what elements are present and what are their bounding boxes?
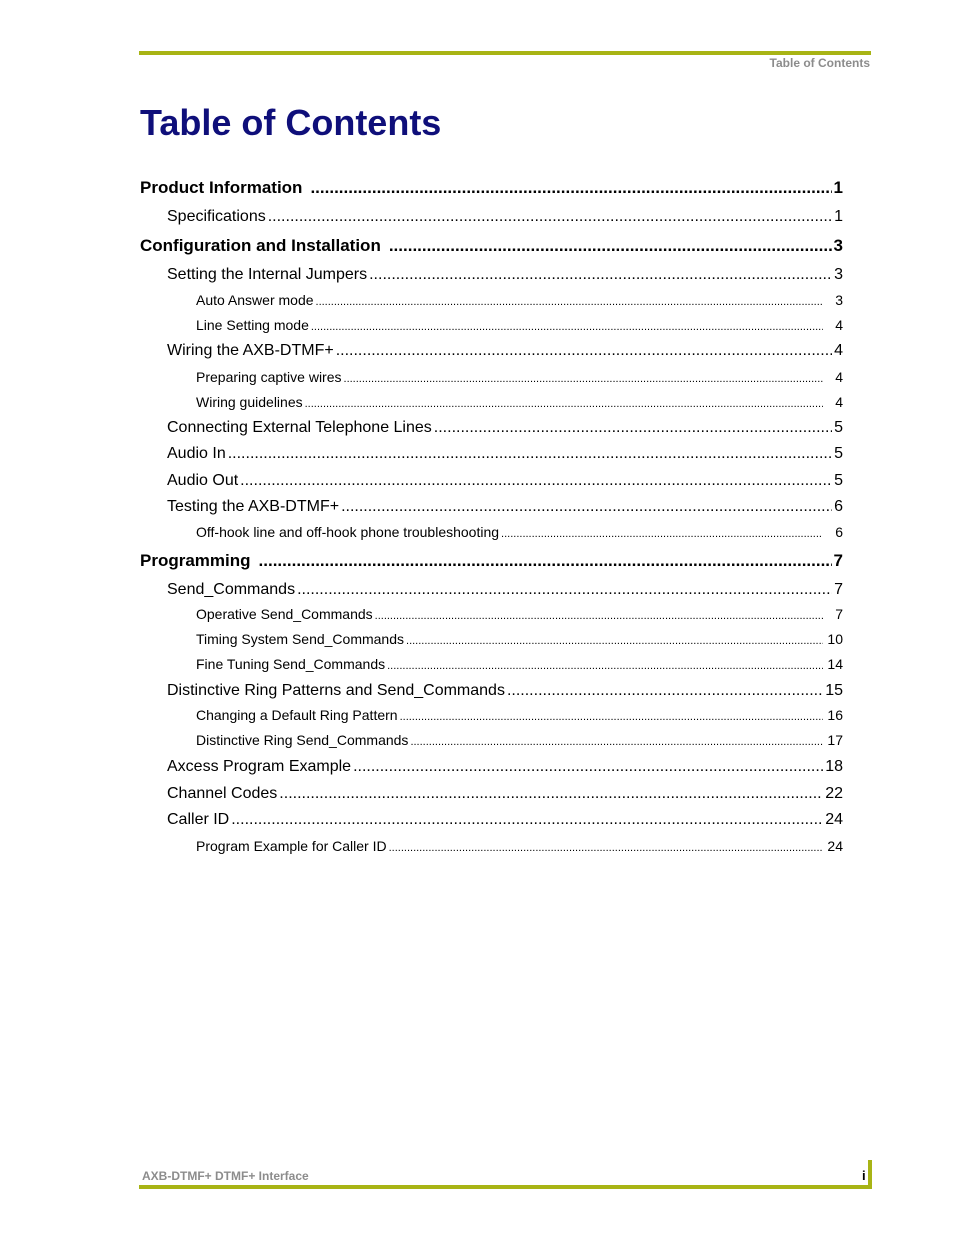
- toc-entry-page: 4: [835, 394, 843, 410]
- toc-entry-page: 1: [834, 208, 843, 225]
- header-rule: [139, 51, 871, 55]
- toc-entry-page: 7: [833, 551, 843, 570]
- footer-page-number: i: [862, 1168, 866, 1183]
- toc-entry-page: 7: [835, 606, 843, 622]
- toc-entry-title: Off-hook line and off-hook phone troubleshooting: [196, 524, 500, 540]
- toc-leader-dots: [410, 736, 823, 748]
- toc-entry[interactable]: [167, 208, 843, 226]
- toc-leader-dots: [389, 842, 823, 854]
- toc-entry-title: Auto Answer mode: [196, 292, 314, 308]
- toc-leader-dots: [353, 758, 823, 776]
- toc-entry-title: Program Example for Caller ID: [196, 838, 387, 854]
- running-header: Table of Contents: [769, 56, 870, 70]
- toc-leader-dots: [336, 342, 832, 360]
- toc-entry-page: 3: [833, 236, 843, 255]
- toc-entry[interactable]: [196, 369, 843, 385]
- toc-leader-dots: [369, 266, 832, 284]
- toc-entry-page: 14: [827, 656, 843, 672]
- toc-entry-title: Product Information: [140, 178, 303, 197]
- toc-entry-page: 6: [835, 524, 843, 540]
- toc-leader-dots: [305, 398, 823, 410]
- toc-entry-page: 16: [827, 707, 843, 723]
- toc-leader-dots: [501, 528, 823, 540]
- toc-entry[interactable]: [167, 342, 843, 360]
- toc-leader-dots: [400, 711, 823, 723]
- toc-entry-title: Programming: [140, 551, 251, 570]
- toc-entry[interactable]: [196, 732, 843, 748]
- toc-entry-page: 6: [834, 498, 843, 515]
- toc-entry-title: Changing a Default Ring Pattern: [196, 707, 398, 723]
- toc-leader-dots: [231, 811, 823, 829]
- toc-entry-title: Axcess Program Example: [167, 758, 352, 775]
- toc-leader-dots: [344, 373, 823, 385]
- toc-entry[interactable]: [196, 707, 843, 723]
- toc-leader-dots: [311, 321, 823, 333]
- toc-leader-dots: [375, 610, 823, 622]
- toc-entry-title: Fine Tuning Send_Commands: [196, 656, 386, 672]
- toc-entry-page: 18: [825, 758, 843, 775]
- toc-leader-dots: [297, 581, 832, 599]
- toc-entry-page: 3: [835, 292, 843, 308]
- toc-entry[interactable]: [167, 498, 843, 516]
- toc-entry-title: Audio Out: [167, 472, 239, 489]
- toc-leader-dots: [228, 445, 832, 463]
- toc-entry-title: Line Setting mode: [196, 317, 309, 333]
- toc-entry-page: 5: [834, 445, 843, 462]
- toc-entry-title: Configuration and Installation: [140, 236, 381, 255]
- toc-entry-title: Setting the Internal Jumpers: [167, 266, 368, 283]
- toc-entry-page: 17: [827, 732, 843, 748]
- toc-entry[interactable]: [196, 394, 843, 410]
- toc-entry-title: Wiring guidelines: [196, 394, 303, 410]
- toc-entry[interactable]: [167, 811, 843, 829]
- toc-entry-page: 4: [834, 342, 843, 359]
- toc-leader-dots: [341, 498, 832, 516]
- toc-entry-page: 24: [827, 838, 843, 854]
- toc-entry[interactable]: [196, 656, 843, 672]
- toc-entry-title: Wiring the AXB-DTMF+: [167, 342, 334, 359]
- toc-leader-dots: [279, 785, 823, 803]
- toc-entry-page: 1: [833, 178, 843, 197]
- toc-entry-page: 10: [827, 631, 843, 647]
- toc-entry-page: 4: [835, 317, 843, 333]
- toc-leader-dots: [434, 419, 832, 437]
- toc-entry[interactable]: [167, 266, 843, 284]
- toc-entry-title: Send_Commands: [167, 581, 296, 598]
- toc-entry-title: Connecting External Telephone Lines: [167, 419, 432, 436]
- toc-leader-dots: [240, 472, 832, 490]
- toc-leader-dots: [259, 551, 832, 571]
- footer-doc-title: AXB-DTMF+ DTMF+ Interface: [142, 1169, 309, 1183]
- toc-entry-page: 22: [825, 785, 843, 802]
- toc-entry[interactable]: [140, 178, 843, 198]
- toc-entry[interactable]: [196, 524, 843, 540]
- toc-entry-title: Distinctive Ring Send_Commands: [196, 732, 409, 748]
- footer-rule: [139, 1185, 871, 1189]
- toc-entry[interactable]: [167, 419, 843, 437]
- footer-side-rule: [868, 1160, 872, 1189]
- toc-entry-page: 15: [825, 682, 843, 699]
- toc-entry-title: Timing System Send_Commands: [196, 631, 405, 647]
- toc-entry-page: 24: [825, 811, 843, 828]
- toc-entry[interactable]: [196, 631, 843, 647]
- toc-entry[interactable]: [167, 445, 843, 463]
- toc-entry-title: Caller ID: [167, 811, 230, 828]
- toc-entry-page: 4: [835, 369, 843, 385]
- toc-entry[interactable]: [196, 292, 843, 308]
- toc-leader-dots: [389, 236, 832, 256]
- toc-entry-title: Distinctive Ring Patterns and Send_Commands: [167, 682, 505, 699]
- toc-entry[interactable]: [196, 606, 843, 622]
- toc-entry-title: Channel Codes: [167, 785, 278, 802]
- toc-entry-page: 7: [834, 581, 843, 598]
- toc-leader-dots: [310, 178, 831, 198]
- toc-leader-dots: [268, 208, 832, 226]
- toc-entry[interactable]: [140, 236, 843, 256]
- toc-entry[interactable]: [167, 785, 843, 803]
- toc-entry-title: Specifications: [167, 208, 266, 225]
- toc-entry[interactable]: [167, 472, 843, 490]
- toc-entry-page: 5: [834, 472, 843, 489]
- toc-entry[interactable]: [167, 581, 843, 599]
- toc-entry-title: Audio In: [167, 445, 226, 462]
- toc-entry[interactable]: [167, 682, 843, 700]
- toc-leader-dots: [316, 296, 823, 308]
- toc-entry-title: Operative Send_Commands: [196, 606, 373, 622]
- toc-entry-title: Preparing captive wires: [196, 369, 342, 385]
- toc-leader-dots: [387, 660, 823, 672]
- toc-entry[interactable]: [196, 838, 843, 854]
- toc-entry-page: 5: [834, 419, 843, 436]
- toc-entry[interactable]: [140, 551, 843, 571]
- toc-entry[interactable]: [167, 758, 843, 776]
- toc-leader-dots: [406, 635, 823, 647]
- page-title: Table of Contents: [140, 102, 442, 143]
- toc-entry-page: 3: [834, 266, 843, 283]
- toc-entry[interactable]: [196, 317, 843, 333]
- toc-entry-title: Testing the AXB-DTMF+: [167, 498, 340, 515]
- toc-leader-dots: [507, 682, 823, 700]
